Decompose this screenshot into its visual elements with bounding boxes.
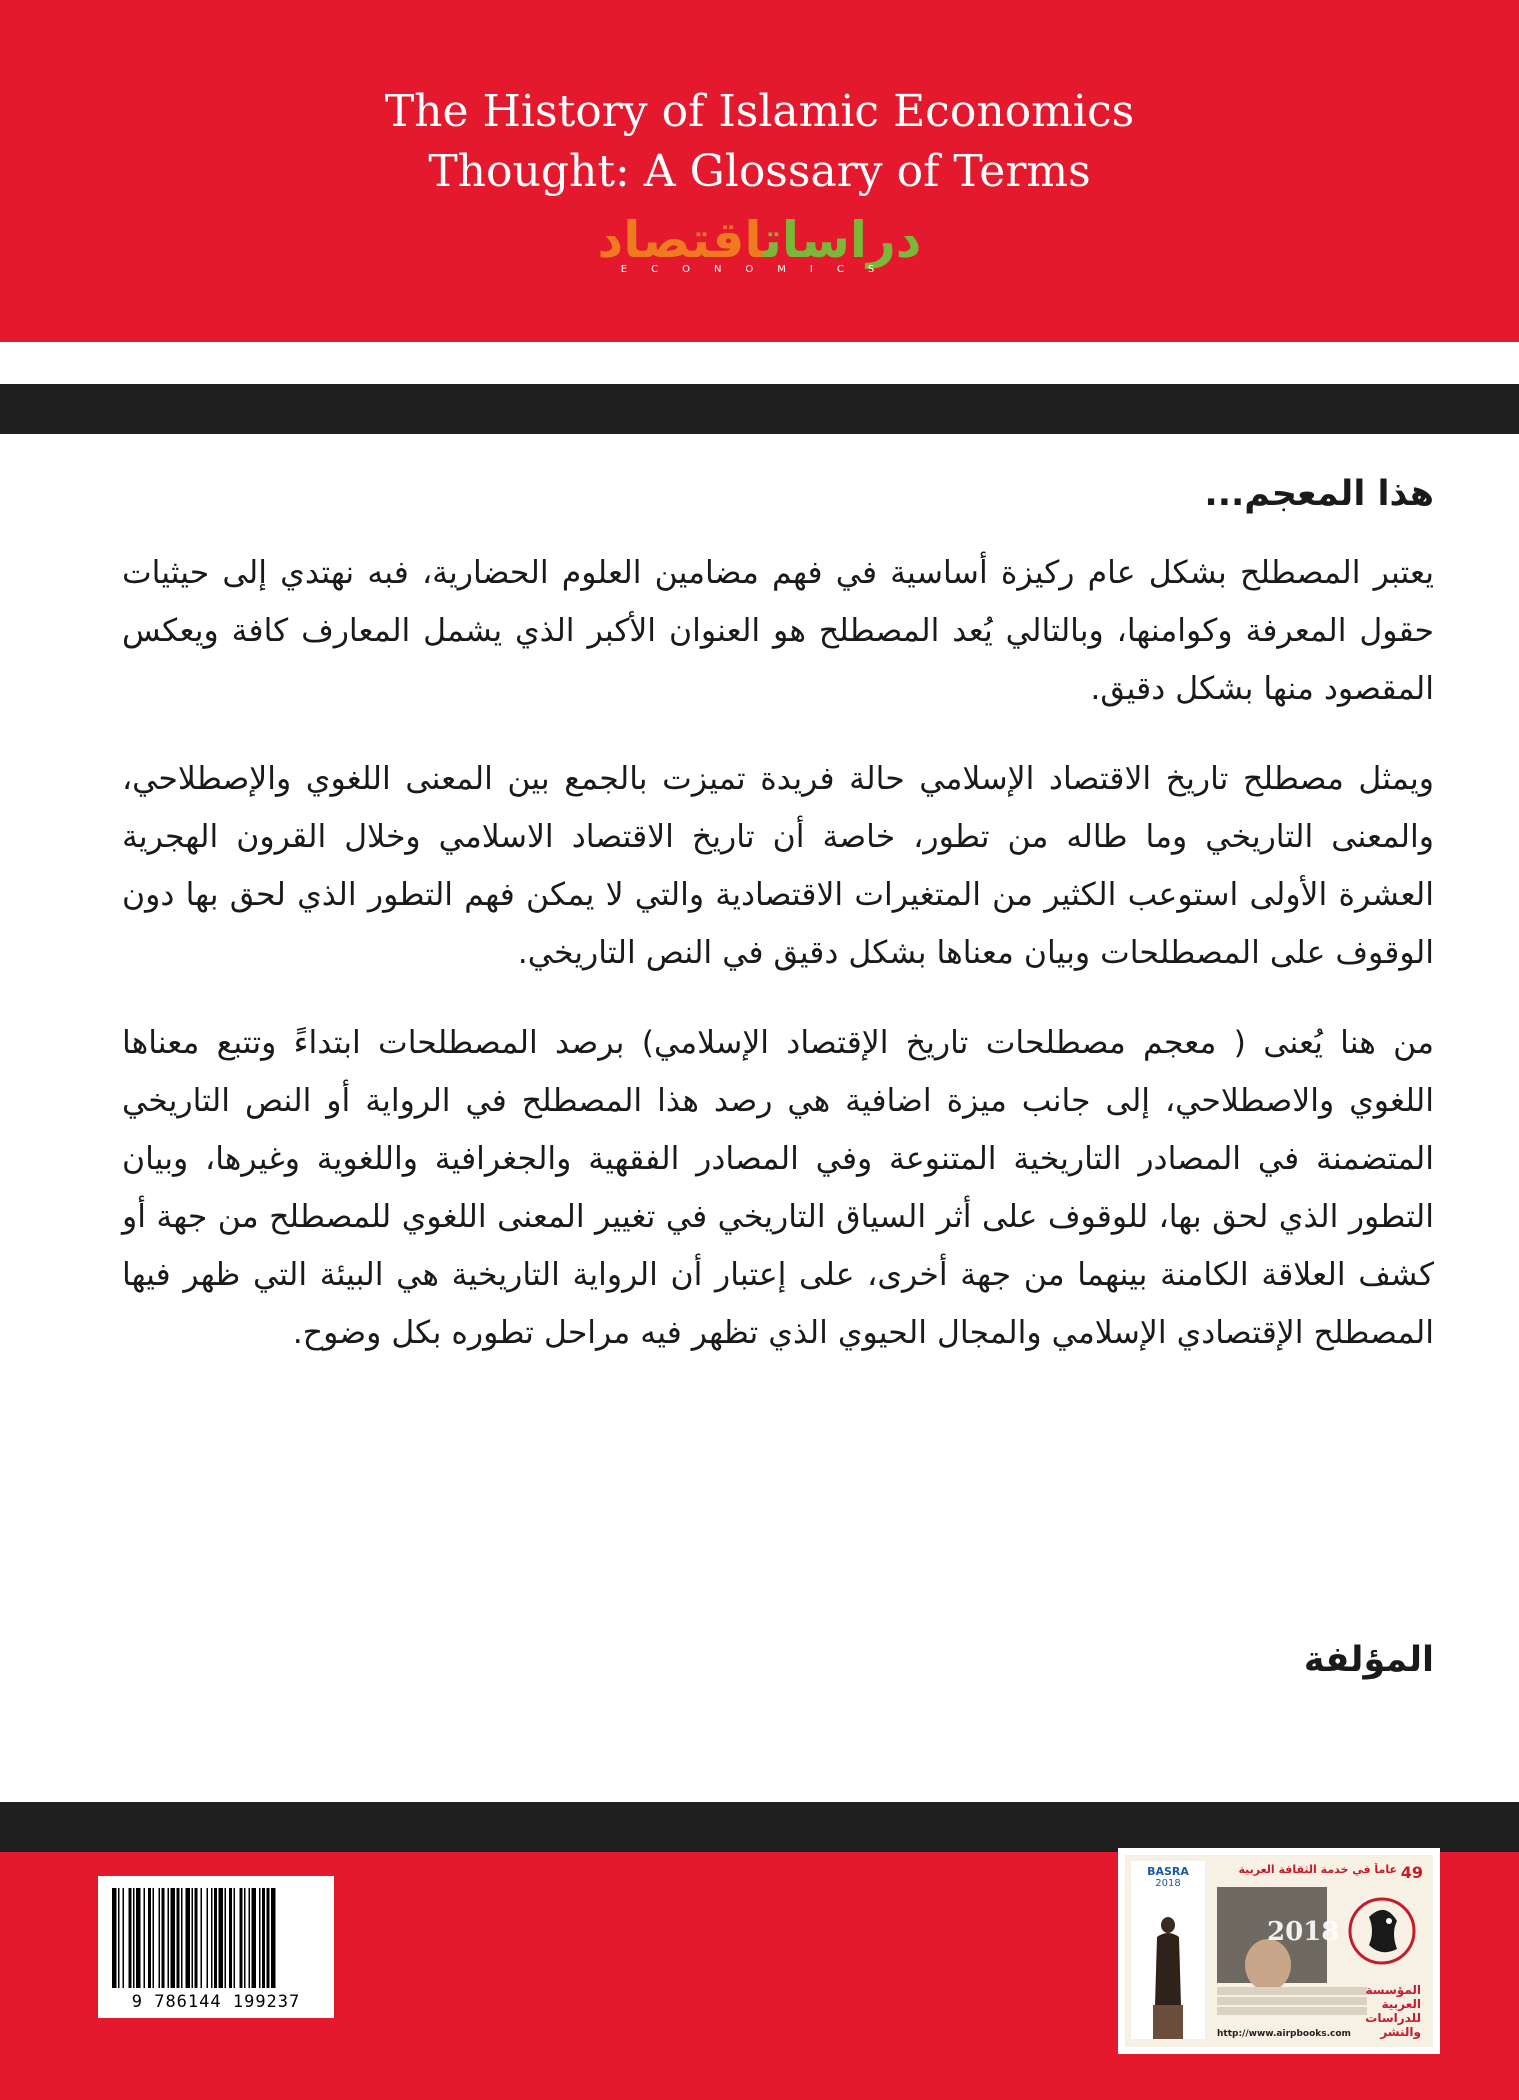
barcode-bar — [219, 1888, 224, 1988]
postage-stamp — [1118, 1848, 1440, 2054]
stamp-contact-lines — [1217, 1985, 1367, 2017]
barcode-bar — [186, 1888, 191, 1988]
english-title — [0, 82, 1519, 202]
barcode-bar — [211, 1888, 213, 1988]
stamp-photo — [1217, 1887, 1340, 1983]
barcode-bars — [110, 1888, 322, 1988]
stamp-main-panel — [1211, 1861, 1427, 2041]
barcode-bar — [244, 1888, 246, 1988]
stamp-line — [1217, 2007, 1367, 2015]
title-line-1: The History of Islamic Economics — [384, 86, 1135, 137]
series-logo-arabic — [598, 210, 922, 270]
paragraph-1: يعتبر المصطلح بشكل عام ركيزة أساسية في فهم مضامين العلوم الحضارية، فبه نهتدي إلى حيثيات حقول المعرفة وكوامنها، وبالتالي يُعد المصطلح هو العنوان الأكبر الذي يشمل المعارف كافة ويعكس المقصود منها بشكل دقيق. — [122, 555, 1434, 707]
barcode-bar — [234, 1888, 236, 1988]
barcode-bar — [262, 1888, 265, 1988]
barcode-bar — [192, 1888, 194, 1988]
barcode-bar — [136, 1888, 141, 1988]
stamp-denomination: 49 — [1400, 1863, 1423, 1882]
stamp-basra-label: BASRA — [1147, 1865, 1189, 1878]
bottom-black-band — [0, 1802, 1519, 1852]
barcode-bar — [259, 1888, 261, 1988]
section-heading: هذا المعجم... — [1204, 474, 1434, 514]
stamp-basra-year: 2018 — [1155, 1878, 1181, 1889]
barcode-bar — [148, 1888, 151, 1988]
stamp-url: http://www.airpbooks.com — [1217, 2029, 1351, 2039]
barcode-bar — [229, 1888, 232, 1988]
barcode-bar — [195, 1888, 198, 1988]
barcode-bar — [153, 1888, 155, 1988]
barcode-bar — [144, 1888, 146, 1988]
stamp-body — [1125, 1855, 1433, 2047]
barcode-bar — [240, 1888, 243, 1988]
barcode-bar — [162, 1888, 165, 1988]
logo-word-2: اقتصاد — [597, 211, 764, 269]
author-label: المؤلفة — [1303, 1640, 1434, 1680]
isbn-barcode — [98, 1876, 334, 2018]
barcode-bar — [249, 1888, 251, 1988]
stamp-year: 2018 — [1267, 1917, 1340, 1947]
barcode-bar — [181, 1888, 183, 1988]
series-logo-subtitle: ECONOMICS — [620, 264, 899, 275]
barcode-bar — [207, 1888, 209, 1988]
barcode-bar — [168, 1888, 170, 1988]
emblem-icon — [1345, 1887, 1419, 1983]
barcode-bar — [171, 1888, 176, 1988]
barcode-bar — [267, 1888, 270, 1988]
barcode-bar — [159, 1888, 161, 1988]
top-black-band — [0, 384, 1519, 434]
back-cover-text — [122, 470, 1434, 1394]
stamp-line — [1217, 1987, 1367, 1995]
barcode-bar — [112, 1888, 117, 1988]
statue-image — [1151, 1915, 1185, 2039]
barcode-bar — [252, 1888, 257, 1988]
isbn-number: 9 786144 199237 — [131, 1992, 301, 2012]
barcode-bar — [133, 1888, 135, 1988]
stamp-publisher: المؤسسة العربية للدراسات والنشر — [1365, 1983, 1421, 2039]
barcode-bar — [214, 1888, 217, 1988]
stamp-basra-panel — [1131, 1861, 1205, 2039]
barcode-bar — [201, 1888, 203, 1988]
series-logo — [0, 210, 1519, 275]
paragraph-3: من هنا يُعنى ( معجم مصطلحات تاريخ الإقتصاد الإسلامي) برصد المصطلحات ابتداءً وتتبع معناها اللغوي والاصطلاحي، إلى جانب ميزة اضافية هي رصد هذا المصطلح في الرواية أو النص التاريخي المتضمنة في المصادر التاريخية المتنوعة وفي المصادر الفقهية والجغرافية واللغوية وغيرها، وبيان التطور الذي لحق بها، للوقوف على أثر السياق التاريخي في تغيير المعنى اللغوي للمصطلح من جهة أو كشف العلاقة الكامنة بينهما من جهة أخرى، على إعتبار أن الرواية التاريخية هي البيئة التي ظهر فيها المصطلح الإقتصادي الإسلامي والمجال الحيوي الذي تظهر فيه مراحل تطوره بكل وضوح. — [122, 1025, 1434, 1351]
title-line-2: Thought: A Glossary of Terms — [428, 146, 1091, 197]
stamp-header: عاماً في خدمة الثقافة العربية — [1238, 1863, 1397, 1876]
paragraph-2: ويمثل مصطلح تاريخ الاقتصاد الإسلامي حالة فريدة تميزت بالجمع بين المعنى اللغوي والإصطلاحي، والمعنى التاريخي وما طاله من تطور، خاصة أن تاريخ الاقتصاد الاسلامي وخلال القرون الهجرية العشرة الأولى استوعب الكثير من المتغيرات الاقتصادية والتي لا يمكن فهم التطور الذي لحق بها دون الوقوف على المصطلحات وبيان معناها بشكل دقيق في النص التاريخي. — [122, 761, 1434, 971]
barcode-bar — [271, 1888, 276, 1988]
stamp-line — [1217, 1997, 1367, 2005]
barcode-bar — [177, 1888, 180, 1988]
logo-word-1: دراسات — [763, 211, 922, 269]
barcode-bar — [118, 1888, 120, 1988]
barcode-bar — [225, 1888, 227, 1988]
barcode-bar — [123, 1888, 125, 1988]
barcode-bar — [129, 1888, 132, 1988]
